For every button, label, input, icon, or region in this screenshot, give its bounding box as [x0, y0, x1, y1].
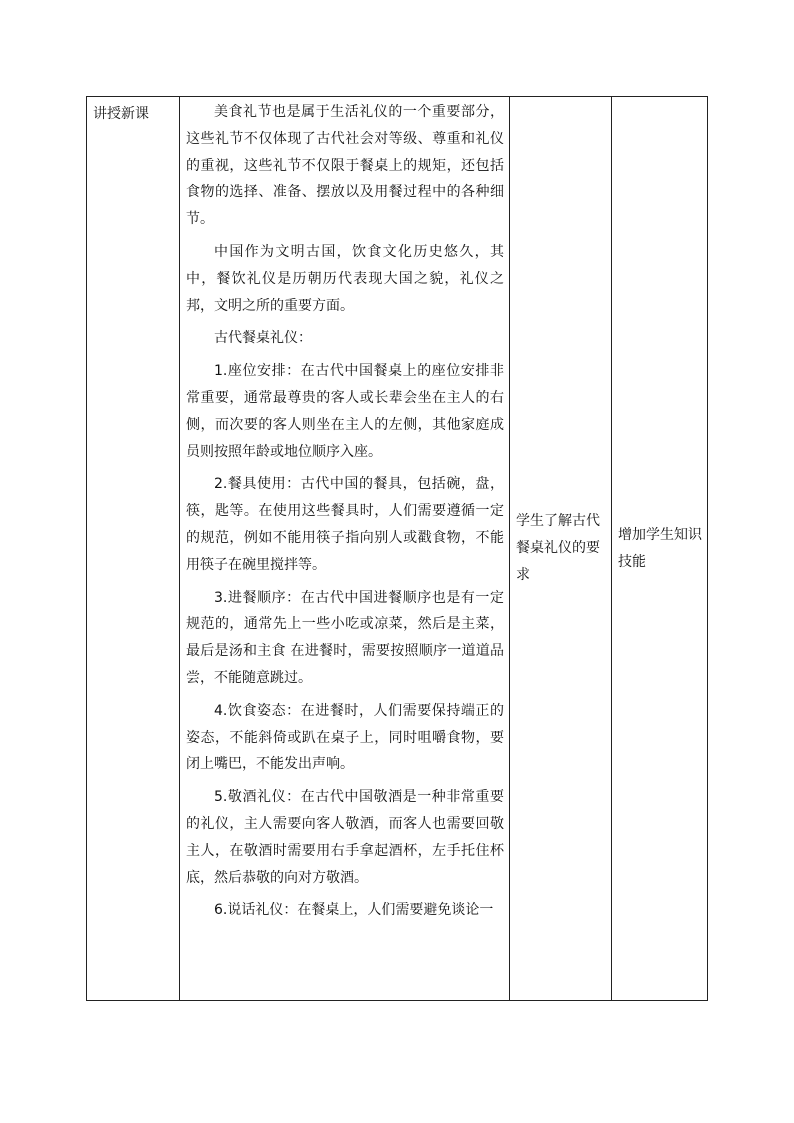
content-paragraph: 美食礼节也是属于生活礼仪的一个重要部分，这些礼节不仅体现了古代社会对等级、尊重和礼仪的重视，这些礼节不仅限于餐桌上的规矩，还包括食物的选择、准备、摆放以及用餐过程中的各种细节。 [186, 104, 504, 228]
content-paragraph: 3.进餐顺序：在古代中国进餐顺序也是有一定规范的，通常先上一些小吃或凉菜，然后是主菜，最后是汤和主食 在进餐时，需要按照顺序一道道品尝，不能随意跳过。 [186, 589, 504, 686]
design-intent-text: 增加学生知识技能 [618, 526, 702, 570]
content-cell [180, 97, 510, 1001]
table-row [87, 97, 708, 1001]
content-paragraph: 5.敬酒礼仪：在古代中国敬酒是一种非常重要的礼仪，主人需要向客人敬酒，而客人也需要回敬主人，在敬酒时需要用右手拿起酒杯，左手托住杯底，然后恭敬的向对方敬酒。 [186, 789, 504, 886]
content-paragraph: 1.座位安排：在古代中国餐桌上的座位安排非常重要，通常最尊贵的客人或长辈会坐在主人的右侧，而次要的客人则坐在主人的左侧，其他家庭成员则按照年龄或地位顺序入座。 [186, 363, 504, 460]
stage-label: 讲授新课 [93, 106, 149, 122]
content-paragraph: 中国作为文明古国，饮食文化历史悠久，其中，餐饮礼仪是历朝历代表现大国之貌，礼仪之邦，文明之所的重要方面。 [186, 243, 504, 314]
lesson-plan-table [86, 96, 708, 1001]
student-activity-text: 学生了解古代餐桌礼仪的要求 [516, 513, 600, 583]
content-paragraph: 6.说话礼仪：在餐桌上，人们需要避免谈论一 [214, 902, 494, 919]
student-activity-cell [510, 97, 612, 1001]
content-paragraph: 4.饮食姿态：在进餐时，人们需要保持端正的姿态，不能斜倚或趴在桌子上，同时咀嚼食物，要闭上嘴巴，不能发出声响。 [186, 702, 504, 773]
design-intent-cell [612, 97, 708, 1001]
stage-cell [87, 97, 180, 1001]
content-paragraph: 古代餐桌礼仪： [214, 330, 312, 347]
content-paragraph: 2.餐具使用：古代中国的餐具，包括碗，盘，筷，匙等。在使用这些餐具时，人们需要遵循一定的规范，例如不能用筷子指向别人或戳食物，不能用筷子在碗里搅拌等。 [186, 476, 504, 573]
